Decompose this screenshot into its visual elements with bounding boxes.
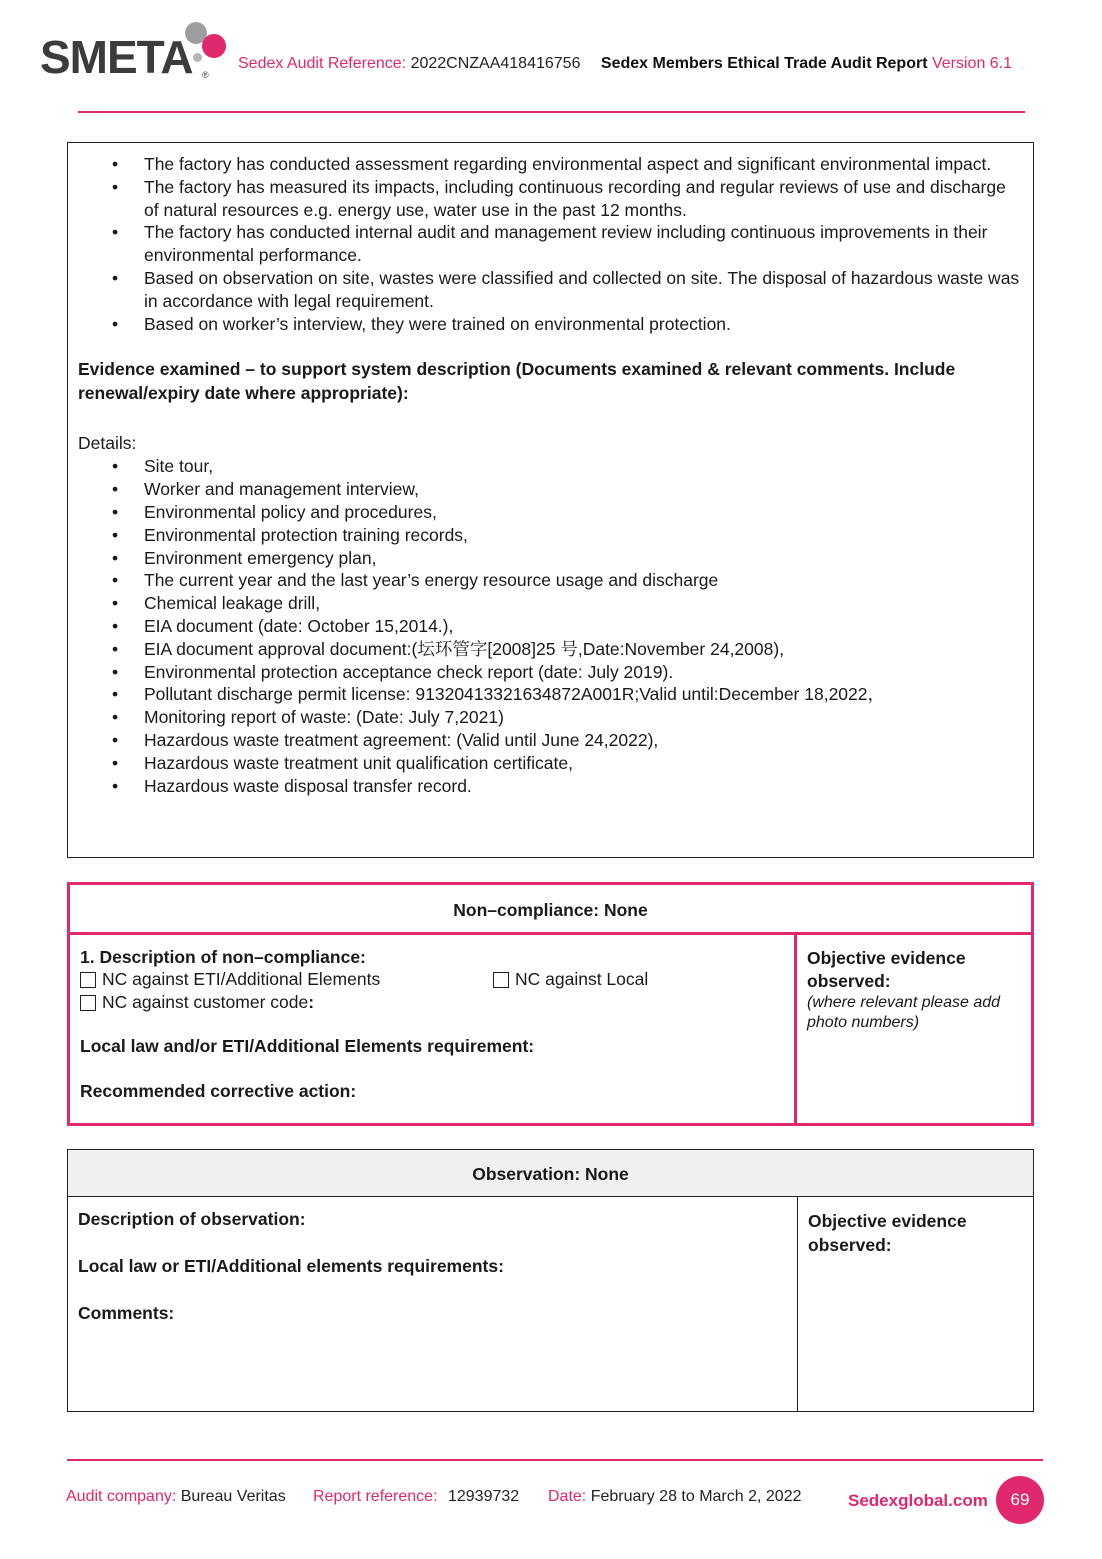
logo-dot-small [193,53,202,62]
observation-description-cell [68,1197,798,1411]
evidence-detail-item: • Site tour, [144,455,1023,478]
finding-item: • Based on observation on site, wastes were classified and collected on site. The disposal of hazardous waste was in accordance with legal requirement. [144,267,1023,313]
evidence-detail-item: • Environment emergency plan, [144,547,1023,570]
footer-company [66,1488,286,1506]
footer-report-ref-value: 12939732 [447,1488,520,1505]
obs-description-label: Description of observation: [78,1209,306,1229]
nc-action-label: Recommended corrective action: [80,1081,357,1101]
nc-customer-label: NC against customer code [102,992,309,1012]
findings-list [78,153,1023,335]
nc-evidence-hint: (where relevant please add photo numbers) [807,994,1001,1031]
header-divider [78,111,1025,113]
evidence-detail-item: • Hazardous waste disposal transfer record. [144,775,1023,798]
nc-evidence-cell [797,935,1031,1123]
nc-law-label: Local law and/or ETI/Additional Elements requirement: [80,1036,535,1056]
evidence-detail-item: • EIA document (date: October 15,2014.), [144,615,1023,638]
nc-customer-colon: : [308,992,315,1012]
evidence-detail-item: • Environmental protection acceptance check report (date: July 2019). [144,661,1023,684]
footer-company-label: Audit company: [66,1488,177,1505]
report-version: Version 6.1 [931,55,1013,72]
nc-eti-label: NC against ETI/Additional Elements [102,969,381,989]
page-number-badge: 69 [996,1476,1044,1524]
obs-comments-label: Comments: [78,1303,175,1323]
obs-evidence-label: Objective evidence observed: [808,1211,967,1255]
nc-local-option [493,969,648,990]
evidence-detail-item: • The current year and the last year’s energy resource usage and discharge [144,569,1023,592]
observation-table [67,1149,1034,1412]
footer-report-ref-label: Report reference: [313,1488,438,1505]
footer-date-value: February 28 to March 2, 2022 [590,1488,802,1505]
logo-dot-pink [202,34,226,58]
nc-evidence-label: Objective evidence observed: [807,948,966,991]
evidence-detail-item: • Hazardous waste treatment unit qualification certificate, [144,752,1023,775]
finding-item: • The factory has conducted internal audit and management review including continuous improvements in their environmental performance. [144,221,1023,267]
non-compliance-title: Non–compliance: None [70,885,1031,935]
finding-item: • Based on worker’s interview, they were trained on environmental protection. [144,313,1023,336]
obs-law-label: Local law or ETI/Additional elements requirements: [78,1256,504,1276]
system-description-box [67,142,1034,858]
finding-item: • The factory has conducted assessment regarding environmental aspect and significant environmental impact. [144,153,1023,176]
evidence-detail-item: • Pollutant discharge permit license: 91320413321634872A001R;Valid until:December 18,2022， [144,683,1023,706]
evidence-detail-item: • Hazardous waste treatment agreement: (Valid until June 24,2022), [144,729,1023,752]
evidence-heading: Evidence examined – to support system description (Documents examined & relevant comments. Include renewal/expiry date where appropriate): [78,359,956,404]
evidence-detail-item: • EIA document approval document:(坛环管字[2008]25 号,Date:November 24,2008), [144,638,1023,661]
evidence-detail-item: • Chemical leakage drill, [144,592,1023,615]
nc-eti-checkbox[interactable] [80,972,96,988]
audit-ref-label: Sedex Audit Reference: [238,55,407,72]
smeta-logo [40,22,230,84]
footer-report-ref [313,1488,519,1506]
details-list [78,455,1023,797]
footer-website-link[interactable]: Sedexglobal.com [848,1491,988,1510]
evidence-detail-item: • Environmental policy and procedures, [144,501,1023,524]
details-label: Details: [78,433,137,454]
footer-company-value: Bureau Veritas [180,1488,286,1505]
nc-local-label: NC against Local [515,969,649,989]
non-compliance-description-cell [70,935,797,1123]
logo-text: SMETA [40,31,193,83]
logo-registered-mark: ® [202,70,209,80]
audit-ref-value: 2022CNZAA418416756 [410,55,581,72]
nc-checkbox-row [80,968,784,991]
evidence-detail-item: • Worker and management interview, [144,478,1023,501]
nc-description-label: 1. Description of non–compliance: [80,947,366,967]
footer-divider [67,1459,1043,1461]
evidence-detail-item: • Environmental protection training records, [144,524,1023,547]
report-title: Sedex Members Ethical Trade Audit Report [600,55,928,72]
nc-local-checkbox[interactable] [493,972,509,988]
footer-date-label: Date: [548,1488,587,1505]
non-compliance-table [67,882,1034,1126]
evidence-detail-item: • Monitoring report of waste: (Date: July 7,2021) [144,706,1023,729]
observation-title: Observation: None [68,1150,1033,1197]
nc-customer-row [80,991,784,1014]
header-line [238,55,1012,73]
footer-date [548,1488,801,1506]
finding-item: • The factory has measured its impacts, including continuous recording and regular reviews of use and discharge of natural resources e.g. energy use, water use in the past 12 months. [144,176,1023,222]
nc-customer-checkbox[interactable] [80,995,96,1011]
